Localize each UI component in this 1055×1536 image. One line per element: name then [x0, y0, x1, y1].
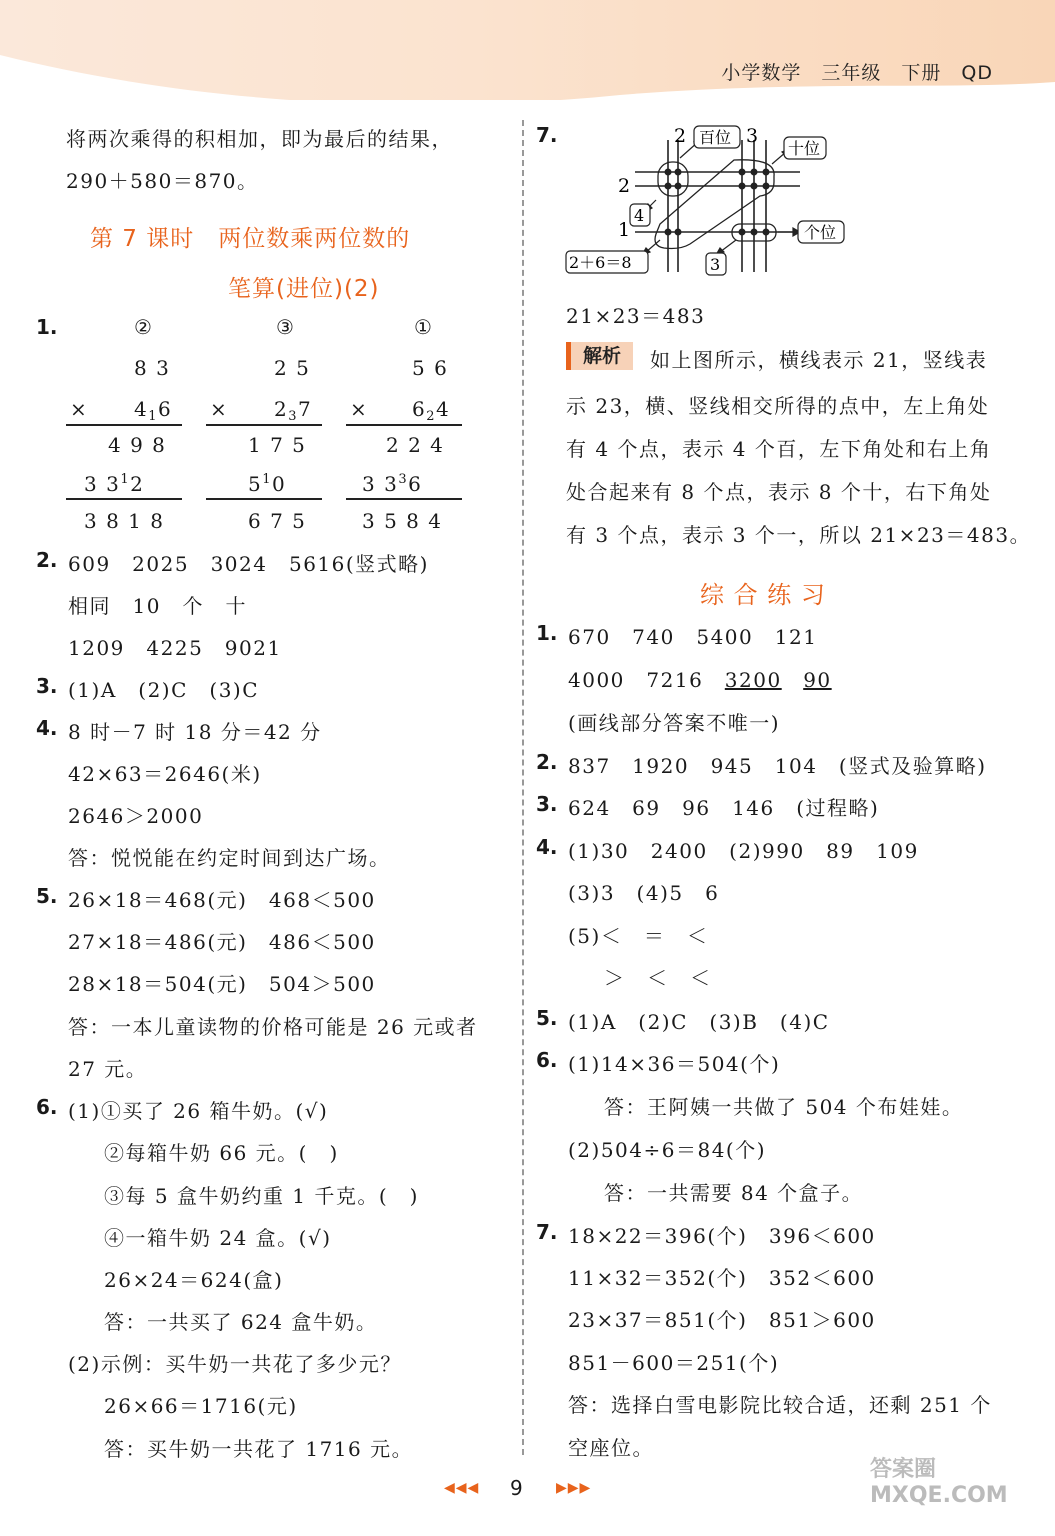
intro-equation: 290＋580＝870。	[66, 169, 259, 193]
question-number: 1.	[36, 315, 58, 339]
answer-line: ④一箱牛奶 24 盒。(√)	[104, 1226, 332, 1250]
answer-line: 42×63＝2646(米)	[68, 762, 262, 786]
explanation-line: 有 4 个点，表示 4 个百，左下角处和右上角	[566, 437, 992, 461]
box-hundreds-label: 百位	[699, 128, 732, 147]
box-ones-label: 个位	[804, 223, 837, 242]
label-3: 3	[746, 125, 759, 147]
multiplicand: 2 5	[274, 356, 311, 380]
times-sign: ×	[210, 397, 229, 421]
line-multiplication-diagram	[560, 120, 860, 280]
explanation-line: 有 3 个点，表示 3 个一，所以 21×23＝483。	[566, 523, 1032, 547]
answer-line: 609 2025 3024 5616(竖式略)	[68, 552, 429, 576]
answer-line: 18×22＝396(个) 396＜600	[568, 1224, 876, 1248]
question-number: 4.	[36, 716, 58, 740]
question-number: 2.	[36, 548, 58, 572]
question-number: 7.	[536, 123, 558, 147]
answer-line: 答：买牛奶一共花了 1716 元。	[104, 1437, 414, 1461]
answer-line: 851－600＝251(个)	[568, 1351, 780, 1375]
times-sign: ×	[70, 397, 89, 421]
answer-line: 答：一共买了 624 盒牛奶。	[104, 1310, 378, 1334]
calc-result: 6 7 5	[248, 509, 307, 533]
calc-result: 3 5 8 4	[362, 509, 443, 533]
multiplicand: 5 6	[412, 356, 449, 380]
answer-line: 26×18＝468(元) 468＜500	[68, 888, 376, 912]
underlined-answer: 3200	[724, 668, 782, 692]
watermark: 答案圈 MXQE.COM	[870, 1457, 1008, 1508]
question-number: 6.	[536, 1048, 558, 1072]
horizontal-lines	[635, 172, 800, 232]
answer-line: 23×37＝851(个) 851＞600	[568, 1308, 876, 1332]
multiplier: $4_16$	[134, 397, 173, 424]
answer-line: 27 元。	[68, 1057, 148, 1081]
underlined-answer: 90	[803, 668, 832, 692]
answer-line: ＞ ＜ ＜	[604, 966, 712, 990]
calc-rule	[66, 424, 182, 426]
answer-line: (1)①买了 26 箱牛奶。(√)	[68, 1099, 329, 1123]
question-number: 2.	[536, 750, 558, 774]
page-number: 9	[510, 1476, 523, 1500]
box-sum-label: 2＋6＝8	[569, 253, 632, 272]
answer-line: 11×32＝352(个) 352＜600	[568, 1266, 876, 1290]
lesson-title-line-1: 第 7 课时 两位数乘两位数的	[90, 226, 411, 252]
label-1-left: 1	[618, 219, 631, 241]
answer-line: 2646＞2000	[68, 804, 204, 828]
answer-line: 21×23＝483	[566, 304, 706, 328]
answer-line: ②每箱牛奶 66 元。( )	[104, 1141, 339, 1165]
partial-product-2: 3 $3^12$	[84, 472, 145, 496]
answer-line: (1)A (2)C (3)C	[68, 678, 260, 702]
answer-line: (3)3 (4)5 6	[568, 881, 720, 905]
question-number: 5.	[536, 1006, 558, 1030]
multiplier: $6_24$	[412, 397, 451, 424]
intro-line: 将两次乘得的积相加，即为最后的结果，	[66, 127, 453, 151]
group-loops	[655, 160, 776, 249]
partial-product-1: 1 7 5	[248, 433, 307, 457]
calc-rule	[206, 498, 322, 500]
answer-line: 27×18＝486(元) 486＜500	[68, 930, 376, 954]
answer-line: 答：一本儿童读物的价格可能是 26 元或者	[68, 1015, 478, 1039]
calc-result: 3 8 1 8	[84, 509, 165, 533]
partial-product-2: $5^10$	[248, 472, 287, 496]
answer-line: 837 1920 945 104 (竖式及验算略)	[568, 754, 987, 778]
answer-line: (1)A (2)C (3)B (4)C	[568, 1010, 830, 1034]
box-three-label: 3	[710, 255, 721, 274]
times-sign: ×	[350, 397, 369, 421]
answer-line: (5)＜ ＝ ＜	[568, 924, 709, 948]
answer-line: 相同 10 个 十	[68, 594, 247, 618]
calc-order-mark: ②	[134, 315, 154, 339]
answer-line: 答：一共需要 84 个盒子。	[604, 1181, 864, 1205]
arrows	[642, 139, 800, 255]
prev-arrows-icon: ◀◀◀	[444, 1480, 480, 1496]
header-subject-label: 小学数学 三年级 下册 QD	[721, 62, 993, 84]
question-number: 7.	[536, 1220, 558, 1244]
answer-line: (1)30 2400 (2)990 89 109	[568, 839, 919, 863]
calc-rule	[346, 424, 462, 426]
question-number: 6.	[36, 1095, 58, 1119]
answer-line: 670 740 5400 121	[568, 625, 818, 649]
partial-product-1: 2 2 4	[386, 433, 445, 457]
answer-line: ③每 5 盒牛奶约重 1 千克。( )	[104, 1184, 419, 1208]
multiplier: $2_37$	[274, 397, 313, 424]
answer-line: 624 69 96 146 (过程略)	[568, 796, 880, 820]
partial-product-1: 4 9 8	[108, 433, 167, 457]
question-number: 4.	[536, 835, 558, 859]
label-2: 2	[674, 125, 687, 147]
header-wave-decoration	[0, 0, 1055, 110]
answer-line: 8 时－7 时 18 分＝42 分	[68, 720, 322, 744]
answer-line: (2)504÷6＝84(个)	[568, 1138, 767, 1162]
answer-line: 1209 4225 9021	[68, 636, 282, 660]
calc-rule	[66, 498, 182, 500]
explanation-line: 处合起来有 8 个点，表示 8 个十，右下角处	[566, 480, 992, 504]
answer-line: 答：王阿姨一共做了 504 个布娃娃。	[604, 1095, 964, 1119]
question-number: 3.	[36, 674, 58, 698]
explanation-line: 示 23，横、竖线相交所得的点中，左上角处	[566, 394, 990, 418]
column-divider	[522, 120, 524, 1455]
answer-line: 空座位。	[568, 1436, 654, 1460]
partial-product-2: 3 $3^36$	[362, 472, 423, 496]
question-number: 5.	[36, 884, 58, 908]
calc-order-mark: ③	[276, 315, 296, 339]
multiplicand: 8 3	[134, 356, 171, 380]
lesson-title-line-2: 笔算(进位)(2)	[228, 276, 380, 302]
answer-note: (画线部分答案不唯一)	[568, 711, 781, 735]
calc-rule	[346, 498, 462, 500]
box-four-label: 4	[634, 206, 645, 225]
calc-rule	[206, 424, 322, 426]
question-number: 1.	[536, 621, 558, 645]
section-title: 综 合 练 习	[700, 581, 826, 609]
answer-line: (2)示例：买牛奶一共花了多少元？	[68, 1352, 402, 1376]
question-number: 3.	[536, 792, 558, 816]
answer-line: 28×18＝504(元) 504＞500	[68, 972, 376, 996]
box-tens-label: 十位	[788, 139, 821, 158]
next-arrows-icon: ▶▶▶	[556, 1480, 592, 1496]
answer-line: (1)14×36＝504(个)	[568, 1052, 781, 1076]
label-2-left: 2	[618, 175, 631, 197]
answer-line: 4000 7216 3200 90	[568, 668, 832, 692]
answer-line: 26×66＝1716(元)	[104, 1394, 298, 1418]
answer-line: 答：悦悦能在约定时间到达广场。	[68, 846, 391, 870]
explanation-line: 如上图所示，横线表示 21，竖线表	[650, 348, 988, 372]
calc-order-mark: ①	[414, 315, 434, 339]
answer-line: 答：选择白雪电影院比较合适，还剩 251 个	[568, 1393, 992, 1417]
analysis-tag: 解析	[566, 342, 633, 370]
answer-line: 26×24＝624(盒)	[104, 1268, 284, 1292]
